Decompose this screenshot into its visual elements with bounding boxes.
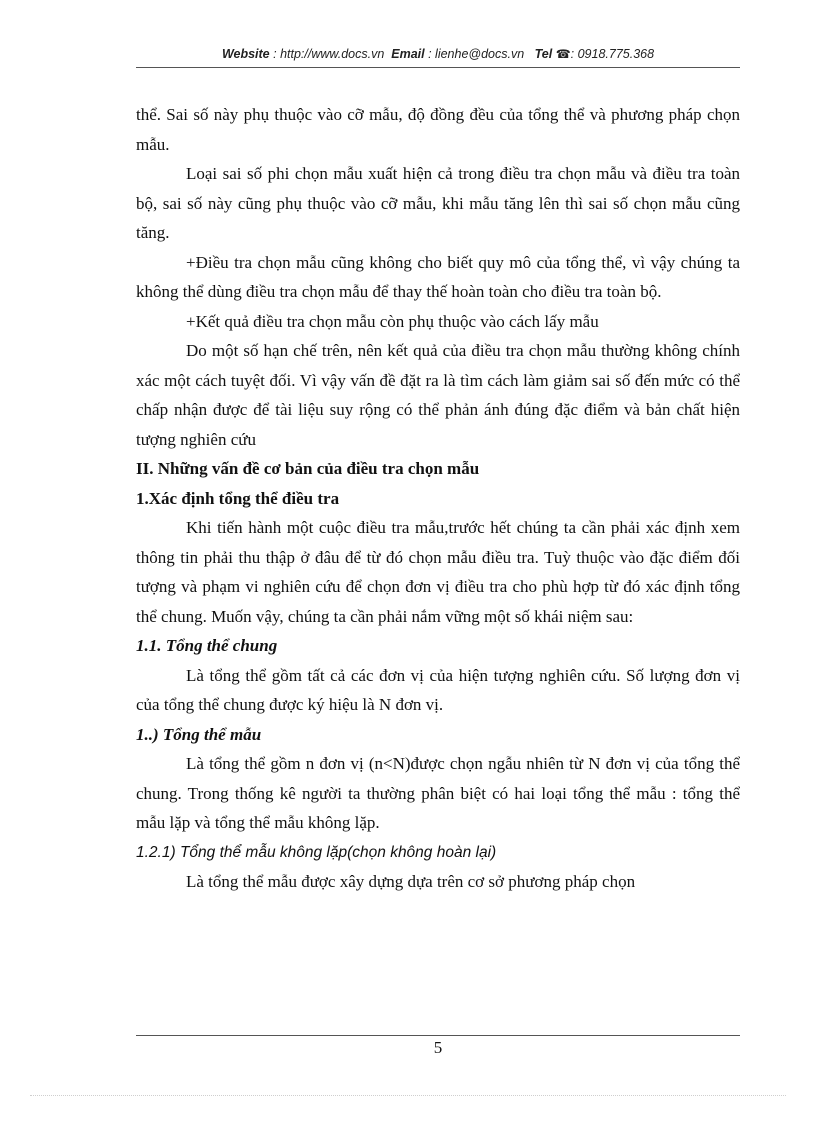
paragraph-9: Là tổng thể mẫu được xây dựng dựa trên cơ sở phương pháp chọn xyxy=(186,872,636,891)
section-heading-ii: II. Những vấn đề cơ bản của điều tra chọn mẫu xyxy=(136,459,480,478)
paragraph-5: Do một số hạn chế trên, nên kết quả của điều tra chọn mẫu thường không chính xác một cách tuyệt đối. Vì vậy vấn đề đặt ra là tìm cách làm giảm sai số đến mức có thể chấp nhận được để tài liệu suy rộng có thể phản ánh đúng đặc điểm và bản chất hiện tượng nghiên cứu xyxy=(136,341,740,449)
document-body xyxy=(136,100,740,897)
paragraph-2: Loại sai số phi chọn mẫu xuất hiện cả trong điều tra chọn mẫu và điều tra toàn bộ, sai số này cũng phụ thuộc vào cỡ mẫu, khi mẫu tăng lên thì sai số chọn mẫu cũng tăng. xyxy=(136,164,740,242)
tel-label: Tel xyxy=(534,47,553,61)
heading-1: 1.Xác định tổng thể điều tra xyxy=(136,488,340,508)
footer-divider xyxy=(136,1035,740,1036)
paragraph-6: Khi tiến hành một cuộc điều tra mẫu,trước hết chúng ta cần phải xác định xem thông tin phải thu thập ở đâu để từ đó chọn mẫu điều tra. Tuỳ thuộc vào đặc điểm đối tượng và phạm vi nghiên cứu để chọn đơn vị điều tra cho phù hợp từ đó xác định tổng thể chung. Muốn vậy, chúng ta cần phải nắm vững một số khái niệm sau: xyxy=(136,518,740,626)
website-value: : http://www.docs.vn xyxy=(273,47,385,61)
paragraph-7: Là tổng thể gồm tất cả các đơn vị của hiện tượng nghiên cứu. Số lượng đơn vị của tổng thể chung được ký hiệu là N đơn vị. xyxy=(136,665,740,714)
email-value: : lienhe@docs.vn xyxy=(428,47,525,61)
website-label: Website xyxy=(221,47,270,61)
paragraph-1: thể. Sai số này phụ thuộc vào cỡ mẫu, độ đồng đều của tổng thể và phương pháp chọn mẫu. xyxy=(136,105,740,154)
page-header xyxy=(136,47,740,61)
heading-1-2-1: 1.2.1) Tổng thể mẫu không lặp(chọn không hoàn lại) xyxy=(136,843,497,861)
page-number: 5 xyxy=(433,1038,443,1057)
paragraph-8: Là tổng thể gồm n đơn vị (n<N)được chọn ngẫu nhiên từ N đơn vị của tổng thể chung. Trong thống kê người ta thường phân biệt có hai loại tổng thể mẫu : tổng thể mẫu lặp và tổng thể mẫu không lặp. xyxy=(136,754,740,832)
paragraph-3: +Điều tra chọn mẫu cũng không cho biết quy mô của tổng thể, vì vậy chúng ta không thể dùng điều tra chọn mẫu để thay thế hoàn toàn cho điều tra toàn bộ. xyxy=(136,252,740,301)
email-label: Email xyxy=(391,47,425,61)
phone-icon: ☎ xyxy=(555,47,571,61)
page-edge xyxy=(30,1095,786,1096)
heading-1-2: 1..) Tổng thể mẫu xyxy=(136,724,262,744)
heading-1-1: 1.1. Tổng thể chung xyxy=(136,636,278,655)
header-divider xyxy=(136,67,740,68)
paragraph-4: +Kết quả điều tra chọn mẫu còn phụ thuộc vào cách lấy mẫu xyxy=(186,311,599,331)
tel-value: : 0918.775.368 xyxy=(570,47,655,61)
